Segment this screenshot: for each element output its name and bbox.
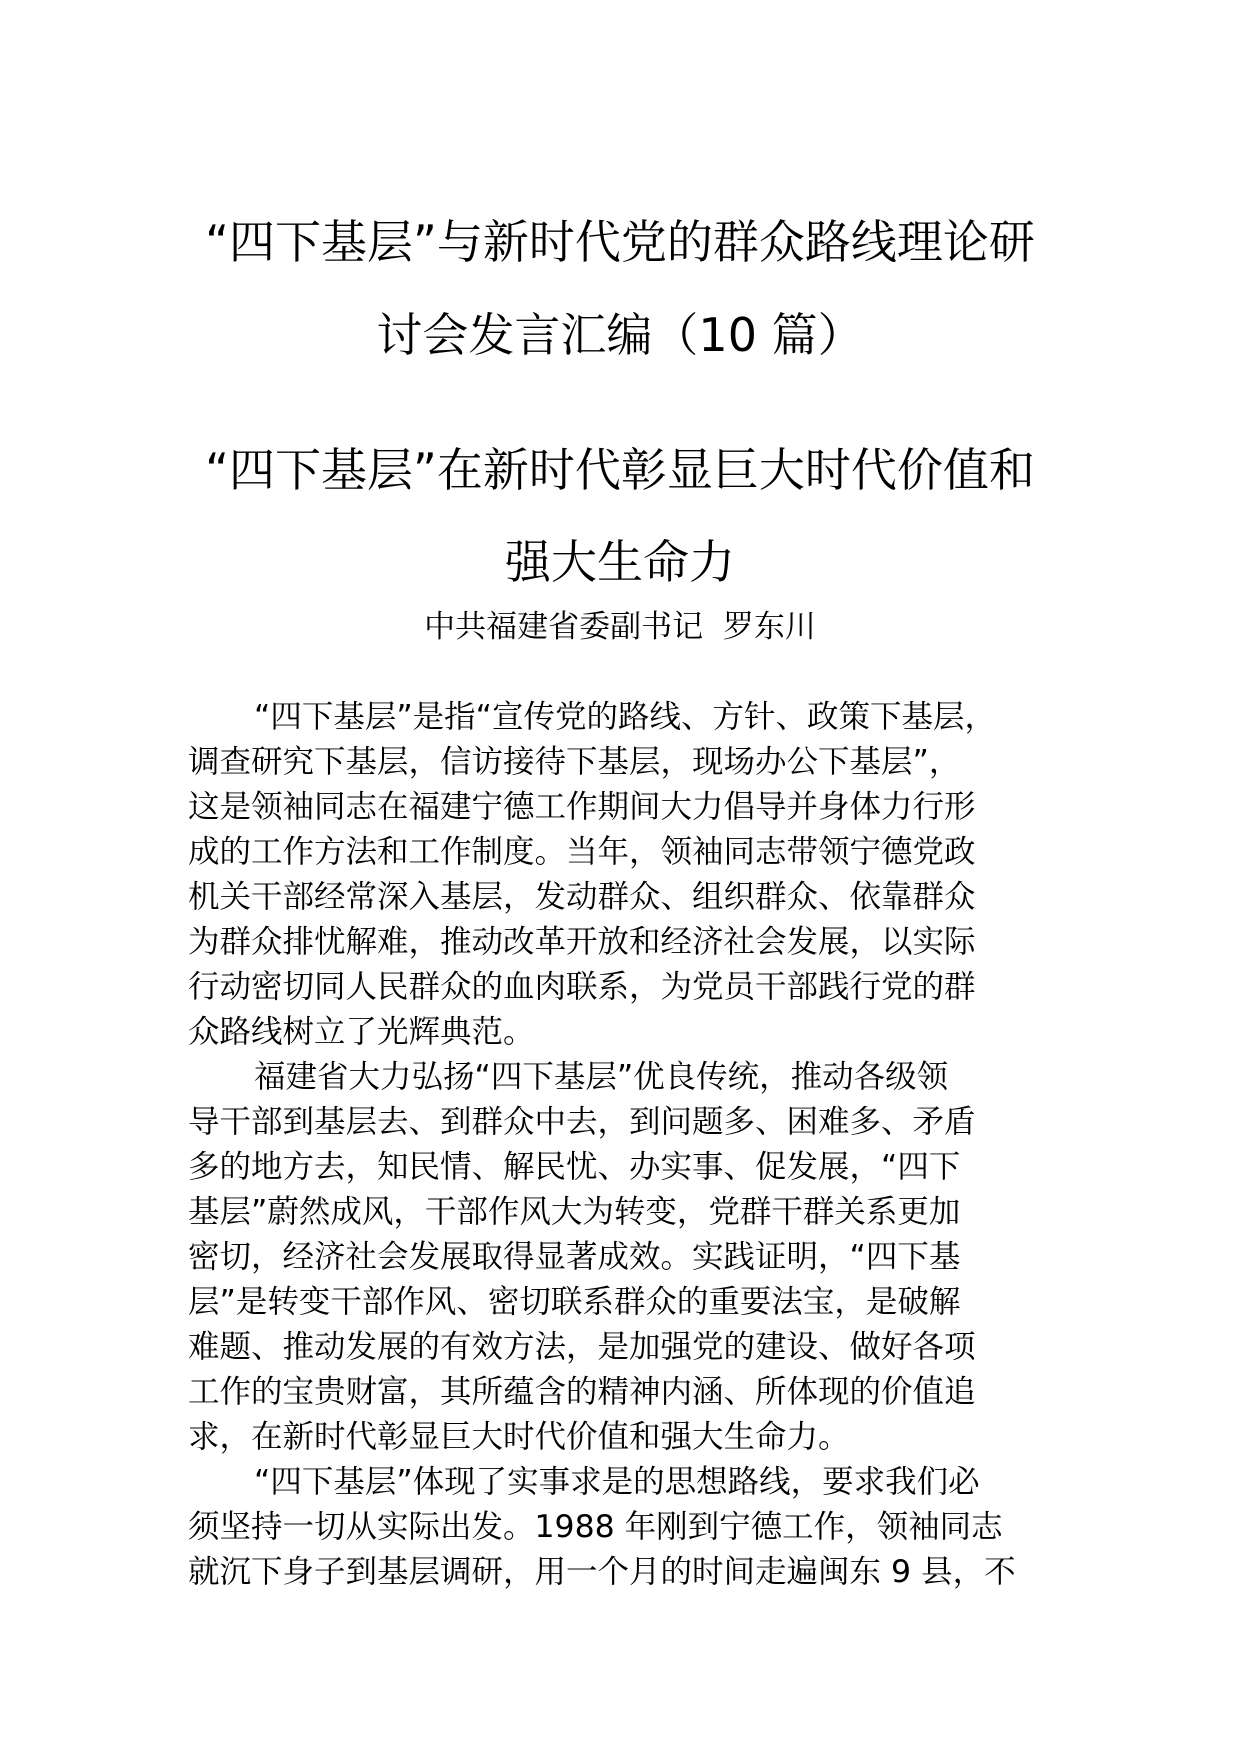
- body-line: 机关干部经常深入基层，发动群众、组织群众、依靠群众: [188, 879, 976, 915]
- document-title-line-1: “四下基层”与新时代党的群众路线理论研: [205, 215, 1035, 269]
- body-line: 层”是转变干部作风、密切联系群众的重要法宝，是破解: [188, 1284, 961, 1320]
- article-body: [188, 695, 1088, 1595]
- body-line: 就沉下身子到基层调研，用一个月的时间走遍闽东 9 县，不: [188, 1554, 1016, 1590]
- document-title-line-2: 讨会发言汇编（10 篇）: [376, 308, 864, 362]
- article-title-line-2: 强大生命力: [505, 535, 735, 589]
- body-line: 须坚持一切从实际出发。1988 年刚到宁德工作，领袖同志: [188, 1509, 1003, 1545]
- body-line: 多的地方去，知民情、解民忧、办实事、促发展，“四下: [188, 1149, 961, 1185]
- article-title-line-1: “四下基层”在新时代彰显巨大时代价值和: [205, 443, 1035, 497]
- body-line: 成的工作方法和工作制度。当年，领袖同志带领宁德党政: [188, 834, 976, 870]
- body-line: “四下基层”是指“宣传党的路线、方针、政策下基层，: [254, 699, 996, 735]
- body-line: 这是领袖同志在福建宁德工作期间大力倡导并身体力行形: [188, 789, 976, 825]
- body-line: 众路线树立了光辉典范。: [188, 1014, 535, 1050]
- body-line: 基层”蔚然成风，干部作风大为转变，党群干群关系更加: [188, 1194, 961, 1230]
- body-line: 导干部到基层去、到群众中去，到问题多、困难多、矛盾: [188, 1104, 976, 1140]
- body-line: 调查研究下基层，信访接待下基层，现场办公下基层”，: [188, 744, 961, 780]
- body-line: 福建省大力弘扬“四下基层”优良传统，推动各级领: [254, 1059, 949, 1095]
- body-line: 为群众排忧解难，推动改革开放和经济社会发展，以实际: [188, 924, 976, 960]
- body-line: “四下基层”体现了实事求是的思想路线，要求我们必: [254, 1464, 980, 1500]
- body-line: 难题、推动发展的有效方法，是加强党的建设、做好各项: [188, 1329, 976, 1365]
- body-line: 行动密切同人民群众的血肉联系，为党员干部践行党的群: [188, 969, 976, 1005]
- body-line: 工作的宝贵财富，其所蕴含的精神内涵、所体现的价值追: [188, 1374, 976, 1410]
- author-byline: 中共福建省委副书记 罗东川: [424, 609, 816, 645]
- body-line: 求，在新时代彰显巨大时代价值和强大生命力。: [188, 1419, 850, 1455]
- body-line: 密切，经济社会发展取得显著成效。实践证明，“四下基: [188, 1239, 961, 1275]
